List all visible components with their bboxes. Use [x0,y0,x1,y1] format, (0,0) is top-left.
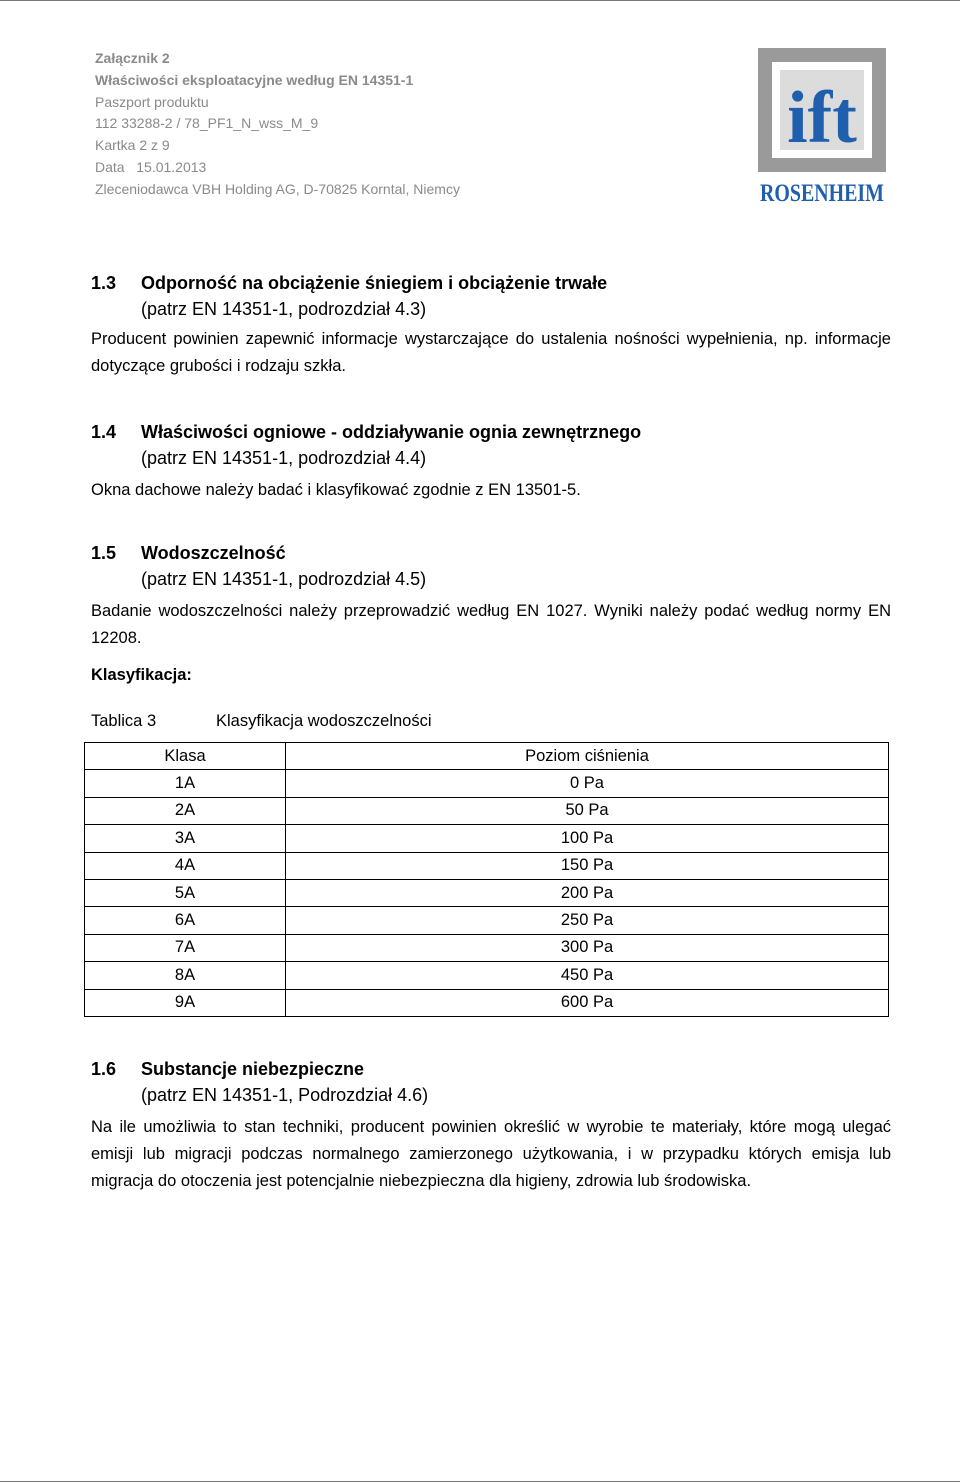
table-label: Tablica 3 [91,712,157,730]
pressure-cell: 300 Pa [286,934,889,961]
table-row [85,879,889,906]
section-number: 1.5 [91,543,117,563]
passport-label: Paszport produktu [95,93,209,110]
table-row [85,907,889,934]
section-number: 1.6 [91,1059,117,1079]
pressure-cell: 50 Pa [286,797,889,824]
header-class: Klasa [85,743,286,770]
section-number: 1.4 [91,422,117,442]
pressure-cell: 150 Pa [286,852,889,879]
class-cell: 1A [85,770,286,797]
page-counter: Kartka 2 z 9 [95,137,170,154]
class-cell: 6A [85,907,286,934]
class-cell: 4A [85,852,286,879]
report-number: 112 33288-2 / 78_PF1_N_wss_M_9 [95,115,319,132]
section-number: 1.3 [91,273,117,293]
class-cell: 3A [85,825,286,852]
pressure-cell: 600 Pa [286,989,889,1016]
section-1-4 [91,419,891,504]
pressure-cell: 100 Pa [286,825,889,852]
classification-label: Klasyfikacja: [91,666,192,684]
class-cell: 2A [85,797,286,824]
section-reference: (patrz EN 14351-1, podrozdział 4.3) [141,299,427,319]
pressure-cell: 250 Pa [286,907,889,934]
header-pressure: Poziom ciśnienia [286,743,889,770]
section-text: Badanie wodoszczelności należy przeprowadzić według EN 1027. Wyniki należy podać według normy EN 12208. [91,602,891,647]
section-title: Odporność na obciążenie śniegiem i obciążenie trwałe [141,273,608,293]
class-cell: 8A [85,962,286,989]
pressure-cell: 200 Pa [286,879,889,906]
table-title: Klasyfikacja wodoszczelności [216,712,432,730]
pressure-cell: 0 Pa [286,770,889,797]
annex-subtitle: Właściwości eksploatacyjne według EN 14351-1 [95,71,414,88]
annex-title: Załącznik 2 [95,50,170,66]
section-text: Na ile umożliwia to stan techniki, producent powinien określić w wyrobie te materiały, które mogą ulegać emisji lub migracji podczas normalnego zamierzonego użytkowania, i w przypadku których emisja lub migracja do otoczenia jest potencjalnie niebezpieczna dla higieny, zdrowia lub środowiska. [91,1118,891,1190]
table-row [85,962,889,989]
top-border [0,0,960,1]
section-reference: (patrz EN 14351-1, podrozdział 4.4) [141,448,427,468]
table-row [85,825,889,852]
section-title: Substancje niebezpieczne [141,1059,365,1079]
table-row [85,770,889,797]
class-cell: 9A [85,989,286,1016]
document-date: Data 15.01.2013 [95,158,207,175]
pressure-cell: 450 Pa [286,962,889,989]
section-reference: (patrz EN 14351-1, Podrozdział 4.6) [141,1085,429,1105]
section-title: Wodoszczelność [141,543,286,563]
class-cell: 7A [85,934,286,961]
ift-rosenheim-logo [758,48,886,208]
table-row [85,934,889,961]
document-header [95,48,460,201]
table-row [85,989,889,1016]
table-header-row [85,743,889,770]
section-reference: (patrz EN 14351-1, podrozdział 4.5) [141,569,427,589]
class-cell: 5A [85,879,286,906]
logo-city: ROSENHEIM [760,180,884,207]
section-1-5 [91,540,891,689]
table-row [85,797,889,824]
section-1-3 [91,270,891,380]
section-text: Producent powinien zapewnić informacje wystarczające do ustalenia nośności wypełnienia, np. informacje dotyczące grubości i rodzaju szkła. [91,330,891,375]
client-info: Zleceniodawca VBH Holding AG, D-70825 Korntal, Niemcy [95,180,460,197]
section-1-6 [91,1056,891,1195]
section-title: Właściwości ogniowe - oddziaływanie ognia zewnętrznego [141,422,642,442]
water-tightness-table [84,742,889,1017]
section-text: Okna dachowe należy badać i klasyfikować zgodnie z EN 13501-5. [91,481,581,499]
table-row [85,852,889,879]
table-caption [91,708,432,734]
logo-brand: ift [787,77,857,159]
bottom-border [0,1481,960,1482]
